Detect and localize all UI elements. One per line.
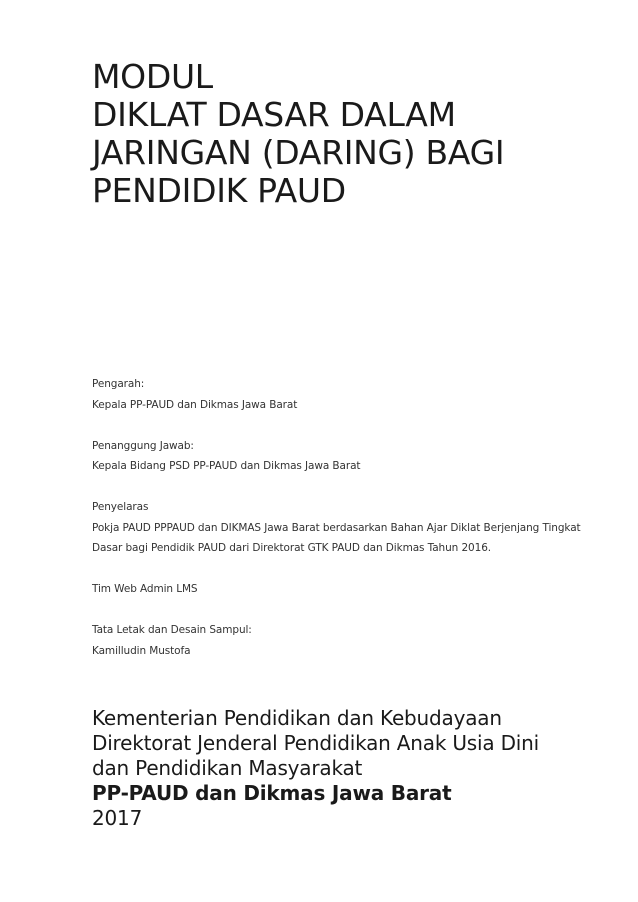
publisher-footer [92,706,539,831]
publisher-institution: PP-PAUD dan Dikmas Jawa Barat [92,781,452,805]
credit-label: Tata Letak dan Desain Sampul: [92,624,252,636]
title-line: DIKLAT DASAR DALAM [92,95,456,134]
credit-pengarah [92,374,602,415]
credit-value: Dasar bagi Pendidik PAUD dari Direktorat GTK PAUD dan Dikmas Tahun 2016. [92,542,492,554]
title-line: PENDIDIK PAUD [92,171,346,210]
credit-label: Penyelaras [92,501,149,513]
credit-label: Pengarah: [92,378,145,390]
credit-penyelaras [92,497,602,559]
credit-value: Pokja PAUD PPPAUD dan DIKMAS Jawa Barat berdasarkan Bahan Ajar Diklat Berjenjang Tingkat [92,521,581,534]
publisher-ministry: Kementerian Pendidikan dan Kebudayaan [92,706,502,730]
document-title [92,58,504,210]
publisher-directorate-cont: dan Pendidikan Masyarakat [92,756,363,780]
credit-tata-letak [92,620,602,661]
publication-year: 2017 [92,806,143,830]
credit-label: Penanggung Jawab: [92,439,194,452]
publisher-directorate: Direktorat Jenderal Pendidikan Anak Usia Dini [92,731,539,755]
credit-penanggung-jawab [92,436,602,477]
credit-label: Tim Web Admin LMS [92,583,198,595]
credit-value: Kepala PP-PAUD dan Dikmas Jawa Barat [92,398,298,411]
credit-value: Kepala Bidang PSD PP-PAUD dan Dikmas Jawa Barat [92,460,361,472]
credits-section [92,374,602,682]
credit-tim [92,579,602,600]
title-line: MODUL [92,57,213,96]
credit-value: Kamilludin Mustofa [92,644,191,657]
title-line: JARINGAN (DARING) BAGI [92,133,505,172]
